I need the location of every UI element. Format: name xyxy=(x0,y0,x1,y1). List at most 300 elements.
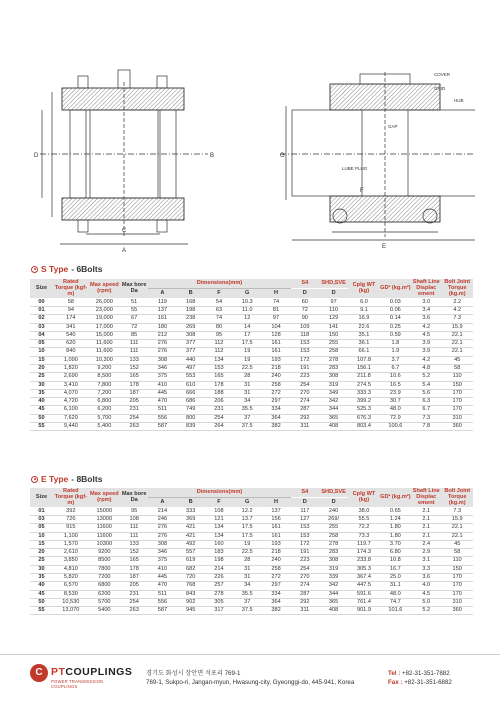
table-cell: 172 xyxy=(291,540,319,548)
table-cell: 3.7 xyxy=(380,356,411,364)
table-cell: 7,620 xyxy=(53,414,89,422)
table-cell: 74 xyxy=(205,315,233,323)
table-cell: 292 xyxy=(291,598,319,606)
table-cell: 55 xyxy=(120,306,148,314)
table-cell: 254 xyxy=(120,598,148,606)
table-cell: 263 xyxy=(120,423,148,431)
table-cell: 14 xyxy=(233,323,261,331)
table-cell: 170 xyxy=(441,582,473,590)
table-cell: 170 xyxy=(441,389,473,397)
table-cell: 619 xyxy=(177,557,205,565)
table-row xyxy=(30,406,473,414)
table-cell: 308 xyxy=(148,356,176,364)
table-cell: 360 xyxy=(441,607,473,615)
table-cell: 97 xyxy=(319,298,348,306)
table-cell: 9,200 xyxy=(89,364,120,372)
table-cell: 165 xyxy=(120,373,148,381)
table-cell: 45 xyxy=(441,356,473,364)
table-cell: 161 xyxy=(261,524,290,532)
table-row xyxy=(30,340,473,348)
table-cell: 37 xyxy=(233,414,261,422)
table-cell: 111 xyxy=(120,532,148,540)
table-cell: 556 xyxy=(148,414,176,422)
table-cell: 6,100 xyxy=(53,406,89,414)
table-row xyxy=(30,364,473,372)
e-type-table xyxy=(30,488,473,615)
table-cell: 317 xyxy=(205,607,233,615)
col-h: H xyxy=(261,497,290,507)
table-cell: 7,800 xyxy=(89,381,120,389)
table-row xyxy=(30,414,473,422)
table-cell: 6.3 xyxy=(411,398,441,406)
table-cell: 198 xyxy=(177,306,205,314)
table-cell: 48.0 xyxy=(380,590,411,598)
table-cell: 10,530 xyxy=(53,598,89,606)
table-cell: 254 xyxy=(291,381,319,389)
col-f: F xyxy=(205,288,233,298)
table-cell: 26,000 xyxy=(89,298,120,306)
table-cell: 156.1 xyxy=(348,364,379,372)
table-cell: 04 xyxy=(30,331,53,339)
table-cell: 110 xyxy=(441,557,473,565)
table-cell: 0.59 xyxy=(380,331,411,339)
table-cell: 768 xyxy=(177,582,205,590)
col-g: G xyxy=(233,497,261,507)
table-cell: 141 xyxy=(319,323,348,331)
table-cell: 0.14 xyxy=(380,315,411,323)
table-cell: 160 xyxy=(205,540,233,548)
table-cell: 35.5 xyxy=(233,406,261,414)
table-cell: 3.4 xyxy=(411,306,441,314)
table-cell: 7800 xyxy=(89,565,120,573)
col-d1: D xyxy=(291,288,319,298)
table-cell: 94 xyxy=(53,306,89,314)
table-cell: 6800 xyxy=(89,582,120,590)
table-cell: 6,570 xyxy=(53,582,89,590)
table-cell: 15,000 xyxy=(89,331,120,339)
table-cell: 111 xyxy=(120,340,148,348)
brand-tagline: POWER TRANSMISSION COUPLINGS xyxy=(51,679,104,689)
table-cell: 367.4 xyxy=(348,573,379,581)
table-cell: 3.9 xyxy=(411,340,441,348)
table-cell: 375 xyxy=(148,557,176,565)
table-cell: 66.1 xyxy=(348,348,379,356)
table-cell: 342 xyxy=(319,398,348,406)
table-cell: 231 xyxy=(205,406,233,414)
table-cell: 12.2 xyxy=(233,507,261,515)
table-cell: 161 xyxy=(148,315,176,323)
label-lube-plug: LUBE PLUG xyxy=(342,166,368,171)
table-cell: 274 xyxy=(291,398,319,406)
table-cell: 2.4 xyxy=(411,540,441,548)
col-cplg-wt: Cplg WT (kg) xyxy=(348,279,379,298)
label-hub: HUB xyxy=(454,98,464,103)
table-cell: 377 xyxy=(177,348,205,356)
table-cell: 15.9 xyxy=(441,323,473,331)
table-cell: 34 xyxy=(233,398,261,406)
table-cell: 10.8 xyxy=(380,557,411,565)
table-row xyxy=(30,557,473,565)
table-cell: 35 xyxy=(30,389,53,397)
table-cell: 257 xyxy=(205,582,233,590)
table-cell: 22.1 xyxy=(441,348,473,356)
table-cell: 540 xyxy=(53,331,89,339)
table-cell: 40 xyxy=(30,398,53,406)
table-cell: 311 xyxy=(291,607,319,615)
table-cell: 269 xyxy=(177,323,205,331)
col-max-bore: Max bore Da xyxy=(120,488,148,507)
table-cell: 22.5 xyxy=(233,364,261,372)
col-gd2: GD² (kg.m²) xyxy=(380,279,411,298)
table-cell: 276 xyxy=(148,532,176,540)
table-cell: 761.4 xyxy=(348,598,379,606)
table-cell: 161 xyxy=(261,532,290,540)
table-cell: 212 xyxy=(148,331,176,339)
table-cell: 263 xyxy=(120,607,148,615)
table-cell: 152 xyxy=(120,549,148,557)
table-cell: 97 xyxy=(261,315,290,323)
table-cell: 90 xyxy=(291,315,319,323)
table-cell: 206 xyxy=(205,398,233,406)
table-cell: 37 xyxy=(233,598,261,606)
table-cell: 4.2 xyxy=(411,323,441,331)
table-row xyxy=(30,565,473,573)
table-cell: 22.6 xyxy=(348,323,379,331)
table-cell: 2,610 xyxy=(53,549,89,557)
table-cell: 165 xyxy=(205,373,233,381)
table-cell: 901.9 xyxy=(348,607,379,615)
table-cell: 344 xyxy=(319,406,348,414)
table-cell: 31 xyxy=(233,565,261,573)
table-cell: 17.5 xyxy=(233,340,261,348)
table-cell: 198 xyxy=(205,557,233,565)
table-cell: 7200 xyxy=(89,573,120,581)
table-cell: 319 xyxy=(319,565,348,573)
table-cell: 188 xyxy=(205,389,233,397)
table-cell: 150 xyxy=(441,381,473,389)
table-cell: 334 xyxy=(261,406,290,414)
table-cell: 22.1 xyxy=(441,340,473,348)
table-cell: 591.6 xyxy=(348,590,379,598)
table-cell: 03 xyxy=(30,515,53,523)
dim-label-c: C xyxy=(122,228,127,234)
e-type-title: E Type - 8Bolts xyxy=(31,474,102,484)
table-cell: 470 xyxy=(148,582,176,590)
table-row xyxy=(30,389,473,397)
col-rated-torque: Rated Torque (kgf-m) xyxy=(54,488,87,507)
table-cell: 31.1 xyxy=(380,582,411,590)
table-cell: 297 xyxy=(261,398,290,406)
table-row xyxy=(30,298,473,306)
table-cell: 610 xyxy=(177,381,205,389)
table-cell: 274 xyxy=(291,582,319,590)
table-cell: 305 xyxy=(205,598,233,606)
table-cell: 11,600 xyxy=(89,348,120,356)
table-cell: 5700 xyxy=(89,598,120,606)
table-cell: 334 xyxy=(261,590,290,598)
table-row xyxy=(30,524,473,532)
table-cell: 308 xyxy=(319,373,348,381)
table-cell: 377 xyxy=(177,340,205,348)
table-cell: 5,400 xyxy=(89,423,120,431)
table-cell: 112 xyxy=(205,348,233,356)
table-cell: 34 xyxy=(233,582,261,590)
table-cell: 278 xyxy=(319,356,348,364)
table-cell: 1.8 xyxy=(380,340,411,348)
table-cell: 803.4 xyxy=(348,423,379,431)
table-cell: 30.7 xyxy=(380,398,411,406)
table-cell: 264 xyxy=(205,423,233,431)
table-cell: 421 xyxy=(177,532,205,540)
table-cell: 111 xyxy=(120,524,148,532)
table-cell: 4.2 xyxy=(441,306,473,314)
table-cell: 11600 xyxy=(89,532,120,540)
table-cell: 399.2 xyxy=(348,398,379,406)
table-cell: 02 xyxy=(30,315,53,323)
table-cell: 153 xyxy=(291,524,319,532)
table-cell: 666 xyxy=(177,389,205,397)
table-cell: 297 xyxy=(261,582,290,590)
table-cell: 1,100 xyxy=(53,532,89,540)
table-cell: 511 xyxy=(148,590,176,598)
table-cell: 72.9 xyxy=(380,414,411,422)
s-type-table xyxy=(30,279,473,431)
table-row xyxy=(30,348,473,356)
table-cell: 470 xyxy=(148,398,176,406)
table-cell: 346 xyxy=(148,364,176,372)
table-cell: 37.5 xyxy=(233,423,261,431)
col-f: F xyxy=(205,497,233,507)
table-cell: 17 xyxy=(233,331,261,339)
table-cell: 258 xyxy=(261,565,290,573)
table-cell: 72 xyxy=(291,306,319,314)
table-cell: 392 xyxy=(53,507,89,515)
table-cell: 341 xyxy=(53,323,89,331)
table-cell: 19,000 xyxy=(89,315,120,323)
table-cell: 51 xyxy=(120,298,148,306)
col-s4: S4 xyxy=(291,279,319,288)
table-cell: 35.5 xyxy=(233,590,261,598)
table-cell: 28 xyxy=(233,373,261,381)
table-cell: 35.1 xyxy=(348,331,379,339)
table-cell: 17.5 xyxy=(233,524,261,532)
table-cell: 133 xyxy=(120,356,148,364)
table-cell: 6.0 xyxy=(348,298,379,306)
dim-label-a: A xyxy=(122,248,127,254)
table-cell: 03 xyxy=(30,323,53,331)
table-cell: 5,700 xyxy=(89,414,120,422)
table-cell: 104 xyxy=(261,323,290,331)
table-cell: 272 xyxy=(261,389,290,397)
table-cell: 6.80 xyxy=(380,549,411,557)
table-cell: 137 xyxy=(261,507,290,515)
table-cell: 2,690 xyxy=(53,373,89,381)
table-row xyxy=(30,515,473,523)
table-cell: 193 xyxy=(261,356,290,364)
table-cell: 16.5 xyxy=(380,381,411,389)
table-cell: 254 xyxy=(205,414,233,422)
table-cell: 254 xyxy=(120,414,148,422)
bullet-icon xyxy=(31,266,38,273)
table-cell: 119.7 xyxy=(348,540,379,548)
table-cell: 55.5 xyxy=(348,515,379,523)
table-cell: 843 xyxy=(177,590,205,598)
table-cell: 19 xyxy=(233,356,261,364)
table-cell: 682 xyxy=(177,565,205,573)
table-cell: 4,810 xyxy=(53,565,89,573)
table-cell: 231 xyxy=(120,590,148,598)
table-cell: 170 xyxy=(441,406,473,414)
table-cell: 193 xyxy=(261,540,290,548)
table-cell: 133 xyxy=(120,540,148,548)
table-cell: 839 xyxy=(177,423,205,431)
e-type-rows xyxy=(30,507,473,615)
table-cell: 2.1 xyxy=(411,507,441,515)
table-cell: 15 xyxy=(30,540,53,548)
table-cell: 310 xyxy=(441,598,473,606)
table-cell: 180 xyxy=(148,323,176,331)
table-cell: 60 xyxy=(291,298,319,306)
table-cell: 445 xyxy=(148,573,176,581)
table-cell: 410 xyxy=(148,565,176,573)
col-shd: SHD,SVE xyxy=(319,279,348,288)
table-row xyxy=(30,607,473,615)
s-type-rows xyxy=(30,298,473,431)
table-cell: 258 xyxy=(319,348,348,356)
table-cell: 6,800 xyxy=(89,398,120,406)
logo-mark-icon: C xyxy=(30,664,48,682)
table-cell: 45 xyxy=(30,590,53,598)
table-cell: 187 xyxy=(120,389,148,397)
table-cell: 170 xyxy=(441,590,473,598)
table-cell: 3.6 xyxy=(411,315,441,323)
table-cell: 191 xyxy=(291,549,319,557)
label-cover: COVER xyxy=(434,72,451,77)
table-cell: 408 xyxy=(319,607,348,615)
table-cell: 240 xyxy=(261,557,290,565)
table-cell: 2.1 xyxy=(411,515,441,523)
phone-line: Tel : +82-31-351-7882 xyxy=(388,670,450,677)
table-cell: 40 xyxy=(30,582,53,590)
table-cell: 369 xyxy=(177,515,205,523)
table-cell: 360 xyxy=(441,423,473,431)
table-cell: 1.80 xyxy=(380,532,411,540)
table-cell: 117 xyxy=(291,507,319,515)
table-cell: 3.3 xyxy=(411,565,441,573)
col-shd: SHD,SVE xyxy=(319,488,348,497)
s-type-title: S Type - 6Bolts xyxy=(31,264,102,274)
table-cell: 686 xyxy=(177,398,205,406)
table-cell: 45 xyxy=(441,540,473,548)
table-cell: 191 xyxy=(291,364,319,372)
table-cell: 10 xyxy=(30,348,53,356)
table-cell: 11600 xyxy=(89,524,120,532)
table-cell: 5,820 xyxy=(53,573,89,581)
table-cell: 9200 xyxy=(89,549,120,557)
table-cell: 0.65 xyxy=(380,507,411,515)
table-row xyxy=(30,507,473,515)
table-cell: 2.9 xyxy=(411,549,441,557)
col-g: G xyxy=(233,288,261,298)
table-cell: 15000 xyxy=(89,507,120,515)
table-cell: 344 xyxy=(319,590,348,598)
table-cell: 587 xyxy=(148,607,176,615)
table-cell: 308 xyxy=(319,557,348,565)
label-grid: GRID xyxy=(434,86,446,91)
table-cell: 5.2 xyxy=(411,607,441,615)
table-cell: 287 xyxy=(291,590,319,598)
table-cell: 16.9 xyxy=(348,315,379,323)
table-cell: 108 xyxy=(205,507,233,515)
table-cell: 8500 xyxy=(89,557,120,565)
table-cell: 5400 xyxy=(89,607,120,615)
table-cell: 58 xyxy=(441,364,473,372)
table-cell: 258 xyxy=(319,532,348,540)
table-cell: 161 xyxy=(261,348,290,356)
table-cell: 447.5 xyxy=(348,582,379,590)
col-h: H xyxy=(261,288,290,298)
address-korean: 경기도 화성시 장안면 석포리 769-1 xyxy=(146,670,241,677)
table-cell: 445 xyxy=(148,389,176,397)
table-cell: 240 xyxy=(261,373,290,381)
table-row xyxy=(30,356,473,364)
table-cell: 17,000 xyxy=(89,323,120,331)
table-cell: 134 xyxy=(205,524,233,532)
table-cell: 112 xyxy=(205,340,233,348)
col-b: B xyxy=(177,288,205,298)
table-cell: 30 xyxy=(30,565,53,573)
table-cell: 19 xyxy=(233,540,261,548)
table-cell: 81 xyxy=(261,306,290,314)
table-cell: 4.2 xyxy=(411,356,441,364)
table-cell: 17.5 xyxy=(233,532,261,540)
table-cell: 183 xyxy=(205,549,233,557)
table-cell: 153 xyxy=(205,364,233,372)
table-cell: 23.9 xyxy=(380,389,411,397)
table-cell: 553 xyxy=(177,373,205,381)
table-cell: 2.2 xyxy=(441,298,473,306)
table-cell: 150 xyxy=(441,565,473,573)
table-cell: 365 xyxy=(319,414,348,422)
table-cell: 119 xyxy=(148,298,176,306)
table-cell: 240 xyxy=(319,507,348,515)
table-cell: 8,530 xyxy=(53,590,89,598)
table-cell: 28 xyxy=(233,557,261,565)
table-cell: 170 xyxy=(441,573,473,581)
table-row xyxy=(30,549,473,557)
table-cell: 19 xyxy=(233,348,261,356)
table-cell: 13000 xyxy=(89,515,120,523)
table-cell: 4,720 xyxy=(53,398,89,406)
table-cell: 205 xyxy=(120,582,148,590)
bullet-icon xyxy=(31,476,38,483)
table-cell: 205 xyxy=(120,398,148,406)
table-cell: 10.6 xyxy=(380,373,411,381)
company-contact xyxy=(388,669,452,687)
table-cell: 915 xyxy=(53,524,89,532)
col-size: Size xyxy=(30,488,53,507)
table-cell: 22.1 xyxy=(441,331,473,339)
table-cell: 128 xyxy=(261,331,290,339)
table-cell: 840 xyxy=(53,348,89,356)
table-cell: 238 xyxy=(177,315,205,323)
table-cell: 3,410 xyxy=(53,381,89,389)
table-cell: 101.6 xyxy=(380,607,411,615)
fax-line: Fax : +82-31-351-6882 xyxy=(388,679,452,686)
e-type-drawing xyxy=(280,72,475,240)
table-cell: 12 xyxy=(233,315,261,323)
table-cell: 4.0 xyxy=(411,582,441,590)
